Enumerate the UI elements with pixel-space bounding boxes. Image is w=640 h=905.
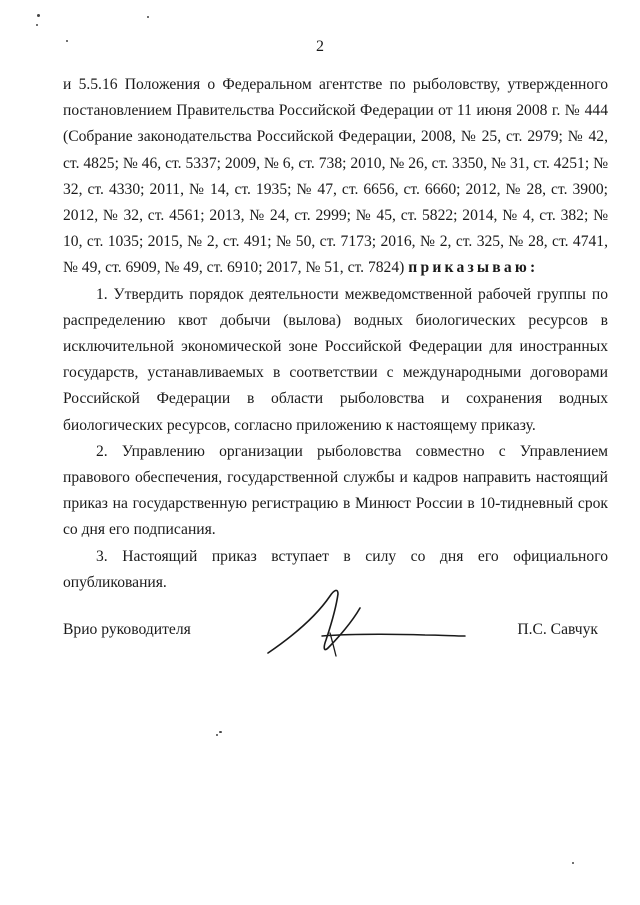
scan-speck xyxy=(147,16,149,18)
item-3-paragraph: 3. Настоящий приказ вступает в силу со дня его официального опубликования. xyxy=(63,547,608,591)
intro-paragraph xyxy=(63,72,608,282)
order-word: приказываю: xyxy=(408,259,539,277)
intro-text: и 5.5.16 Положения о Федеральном агентстве по рыболовству, утвержденного постановлением Правительства Российской Федерации от 11 июня 2008 г. № 444 (Собрание законодательства Российской Федерации, 2008, № 25, ст. 2979; № 42, ст. 4825; № 46, ст. 5337; 2009, № 6, ст. 738; 2010, № 26, ст. 3350, № 31, ст. 4251; № 32, ст. 4330; 2011, № 14, ст. 1935; № 47, ст. 6656, ст. 6660; 2012, № 28, ст. 3900; 2012, № 32, ст. 4561; 2013, № 24, ст. 2999; № 45, ст. 5822; 2014, № 4, ст. 382; № 10, ст. 1035; 2015, № 2, ст. 491; № 50, ст. 7173; 2016, № 2, ст. 325, № 28, ст. 4741, № 49, ст. 6909, № 49, ст. 6910; 2017, № 51, ст. 7824) xyxy=(63,76,608,277)
item-1-paragraph: 1. Утвердить порядок деятельности межведомственной рабочей группы по распределению квот добычи (вылова) водных биологических ресурсов в исключительной экономической зоне Российской Федерации для иностранных государств, устанавливаемых в соответствии с международными договорами Российской Федерации в области рыболовства и сохранения водных биологических ресурсов, согласно приложению к настоящему приказу. xyxy=(63,285,608,434)
handwritten-signature xyxy=(260,578,470,668)
scan-speck xyxy=(36,24,38,26)
scan-speck xyxy=(37,14,40,17)
scan-speck xyxy=(216,734,218,736)
signatory-name: П.С. Савчук xyxy=(517,621,598,638)
scan-speck xyxy=(219,731,222,733)
signatory-position: Врио руководителя xyxy=(63,621,191,638)
item-2-paragraph: 2. Управлению организации рыболовства совместно с Управлением правового обеспечения, государственной службы и кадров направить настоящий приказ на государственную регистрацию в Минюст России в 10-тидневный срок со дня его подписания. xyxy=(63,442,608,539)
document-body xyxy=(63,72,608,596)
scan-speck xyxy=(572,862,574,864)
page-number: 2 xyxy=(316,38,324,55)
